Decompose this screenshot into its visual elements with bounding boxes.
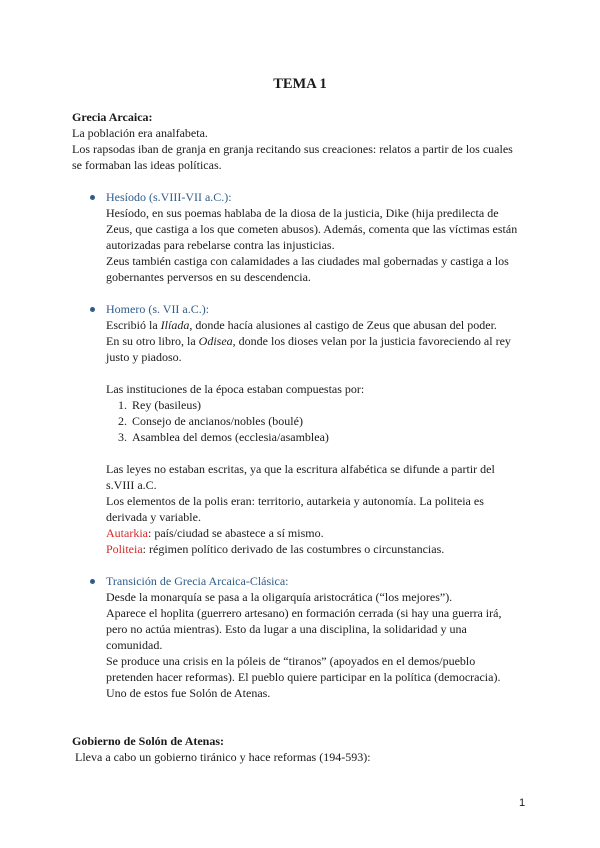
paragraph-line: comunidad.	[106, 638, 163, 652]
item-number: 1.	[118, 398, 127, 412]
paragraph-line: Zeus también castiga con calamidades a las ciudades mal gobernadas y castiga a los	[106, 254, 509, 268]
text: , donde los dioses velan por la justicia favoreciendo al rey	[232, 334, 511, 348]
item-text: Asamblea del demos (ecclesia/asamblea)	[132, 430, 329, 444]
item-number: 2.	[118, 414, 127, 428]
definition-term: Autarkia	[106, 526, 148, 540]
definition-text: : país/ciudad se abastece a sí mismo.	[147, 526, 324, 540]
section-heading: Grecia Arcaica:	[72, 110, 153, 124]
document-body	[72, 109, 542, 765]
paragraph-line: justo y piadoso.	[106, 350, 182, 364]
text: Escribió la	[106, 318, 161, 332]
paragraph-line: Hesíodo, en sus poemas hablaba de la diosa de la justicia, Dike (hija predilecta de	[106, 206, 499, 220]
bullet-heading-text: Hesíodo (s.VIII-VII a.C.):	[106, 190, 232, 204]
section-heading: Gobierno de Solón de Atenas:	[72, 734, 225, 748]
paragraph-line: s.VIII a.C.	[106, 478, 157, 492]
paragraph-line: pero no actúa mientras). Esto da lugar a una disciplina, la solidaridad y una	[106, 622, 467, 636]
book-title: Odisea	[198, 334, 233, 348]
paragraph-line: Los rapsodas iban de granja en granja recitando sus creaciones: relatos a partir de los cuales	[72, 142, 513, 156]
bullet-heading-text: Transición de Grecia Arcaica-Clásica:	[106, 574, 289, 588]
paragraph-line: derivada y variable.	[106, 510, 201, 524]
bullet-icon	[90, 579, 95, 584]
page-number: 1	[519, 797, 526, 809]
text: En su otro libro, la	[106, 334, 199, 348]
bullet-heading-text: Homero (s. VII a.C.):	[106, 302, 210, 316]
paragraph-line: gobernantes perversos en su descendencia.	[106, 270, 311, 284]
bullet-icon	[90, 307, 95, 312]
paragraph-line	[72, 333, 542, 349]
paragraph-line: se formaban las ideas políticas.	[72, 158, 222, 172]
numbered-item	[72, 397, 542, 413]
paragraph-line: Lleva a cabo un gobierno tiránico y hace reformas (194-593):	[72, 750, 371, 764]
numbered-item	[72, 429, 542, 445]
paragraph-line: Zeus, que castiga a los que cometen abusos). Además, comenta que las víctimas están	[106, 222, 518, 236]
book-title: Ilíada	[160, 318, 190, 332]
paragraph-line: pretenden hacer reformas). El pueblo quiere participar en la política (democracia).	[106, 670, 501, 684]
paragraph-line: Uno de estos fue Solón de Atenas.	[106, 686, 271, 700]
item-text: Rey (basileus)	[132, 398, 201, 412]
paragraph-line	[72, 317, 542, 333]
bullet-icon	[90, 195, 95, 200]
bullet-heading-hesiodo	[72, 189, 542, 205]
definition-term: Politeia	[106, 542, 143, 556]
item-number: 3.	[118, 430, 127, 444]
text: , donde hacía alusiones al castigo de Zeus que abusan del poder.	[189, 318, 497, 332]
item-text: Consejo de ancianos/nobles (boulé)	[132, 414, 303, 428]
numbered-item	[72, 413, 542, 429]
definition-politeia	[72, 541, 542, 557]
paragraph-line: Los elementos de la polis eran: territorio, autarkeia y autonomía. La politeia es	[106, 494, 484, 508]
paragraph-line: Aparece el hoplita (guerrero artesano) en formación cerrada (si hay una guerra irá,	[106, 606, 502, 620]
definition-autarkia	[72, 525, 542, 541]
document-title: TEMA 1	[273, 76, 327, 92]
paragraph-line: Desde la monarquía se pasa a la oligarquía aristocrática (“los mejores”).	[106, 590, 453, 604]
bullet-heading-transicion	[72, 573, 542, 589]
paragraph-line: autorizadas para rebelarse contra las injusticias.	[106, 238, 335, 252]
paragraph-line: La población era analfabeta.	[72, 126, 208, 140]
definition-text: : régimen político derivado de las costumbres o circunstancias.	[142, 542, 445, 556]
bullet-heading-homero	[72, 301, 542, 317]
paragraph-line: Las instituciones de la época estaban compuestas por:	[106, 382, 365, 396]
paragraph-line: Las leyes no estaban escritas, ya que la escritura alfabética se difunde a partir del	[106, 462, 495, 476]
paragraph-line: Se produce una crisis en la póleis de “tiranos” (apoyados en el demos/pueblo	[106, 654, 476, 668]
